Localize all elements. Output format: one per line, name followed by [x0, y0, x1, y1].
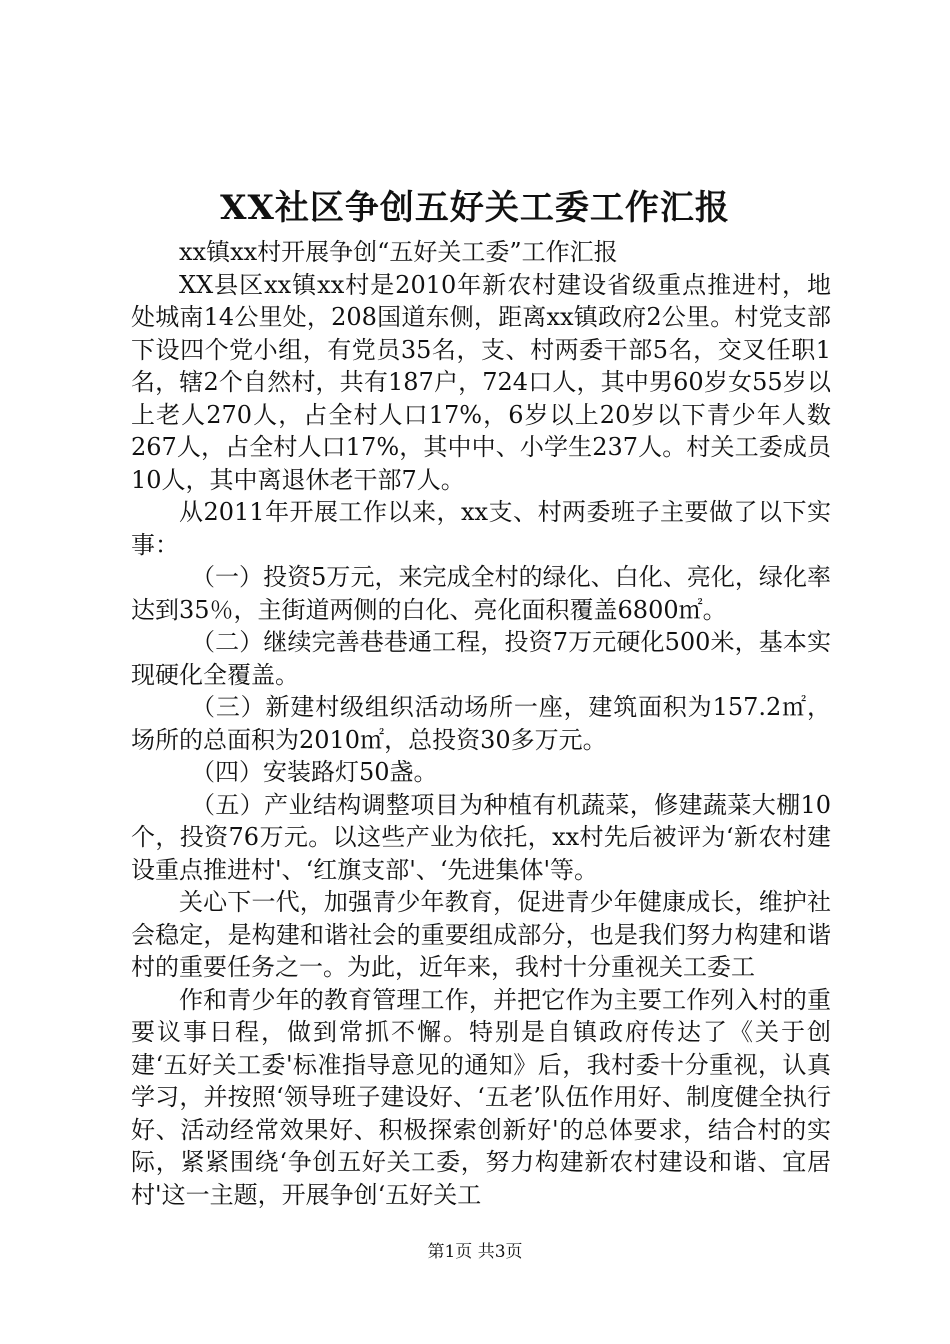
page-footer: 第1页 共3页 — [427, 1242, 523, 1262]
document-title: XX社区争创五好关工委工作汇报 — [220, 188, 730, 228]
paragraph-item-1: （一）投资5万元，来完成全村的绿化、白化、亮化，绿化率达到35％，主街道两侧的白化、亮化面积覆盖6800㎡。 — [131, 563, 831, 624]
paragraph-work-intro: 从2011年开展工作以来，xx支、村两委班子主要做了以下实事： — [131, 498, 831, 559]
paragraph-village-overview: XX县区xx镇xx村是2010年新农村建设省级重点推进村，地处城南14公里处，208国道东侧，距离xx镇政府2公里。村党支部下设四个党小组，有党员35名，支、村两委干部5名，交叉任职1名，辖2个自然村，共有187户，724口人，其中男60岁女55岁以上老人270人，占全村人口17%，6岁以上20岁以下青少年人数267人，占全村人口17%，其中中、小学生237人。村关工委成员10人，其中离退休老干部7人。 — [131, 270, 831, 494]
paragraph-youth-care: 关心下一代，加强青少年教育，促进青少年健康成长，维护社会稳定，是构建和谐社会的重要组成部分，也是我们努力构建和谐村的重要任务之一。为此，近年来，我村十分重视关工委工 — [131, 888, 831, 981]
paragraph-management-work: 作和青少年的教育管理工作，并把它作为主要工作列入村的重要议事日程，做到常抓不懈。特别是自镇政府传达了《关于创建‘五好关工委'标准指导意见的通知》后，我村委十分重视，认真学习，并按照‘领导班子建设好、‘五老’队伍作用好、制度健全执行好、活动经常效果好、积极探索创新好'的总体要求，结合村的实际，紧紧围绕‘争创五好关工委，努力构建新农村建设和谐、宜居村'这一主题，开展争创‘五好关工 — [131, 985, 831, 1209]
paragraph-item-4: （四）安装路灯50盏。 — [191, 758, 438, 786]
paragraph-item-5: （五）产业结构调整项目为种植有机蔬菜，修建蔬菜大棚10个，投资76万元。以这些产业为依托，xx村先后被评为‘新农村建设重点推进村'、‘红旗支部'、‘先进集体'等。 — [131, 790, 831, 884]
document-body — [131, 236, 831, 1211]
paragraph-subtitle: xx镇xx村开展争创“五好关工委”工作汇报 — [179, 238, 618, 266]
paragraph-item-2: （二）继续完善巷巷通工程，投资7万元硬化500米，基本实现硬化全覆盖。 — [131, 628, 831, 689]
paragraph-item-3: （三）新建村级组织活动场所一座，建筑面积为157.2㎡，场所的总面积为2010㎡，总投资30多万元。 — [131, 693, 831, 754]
